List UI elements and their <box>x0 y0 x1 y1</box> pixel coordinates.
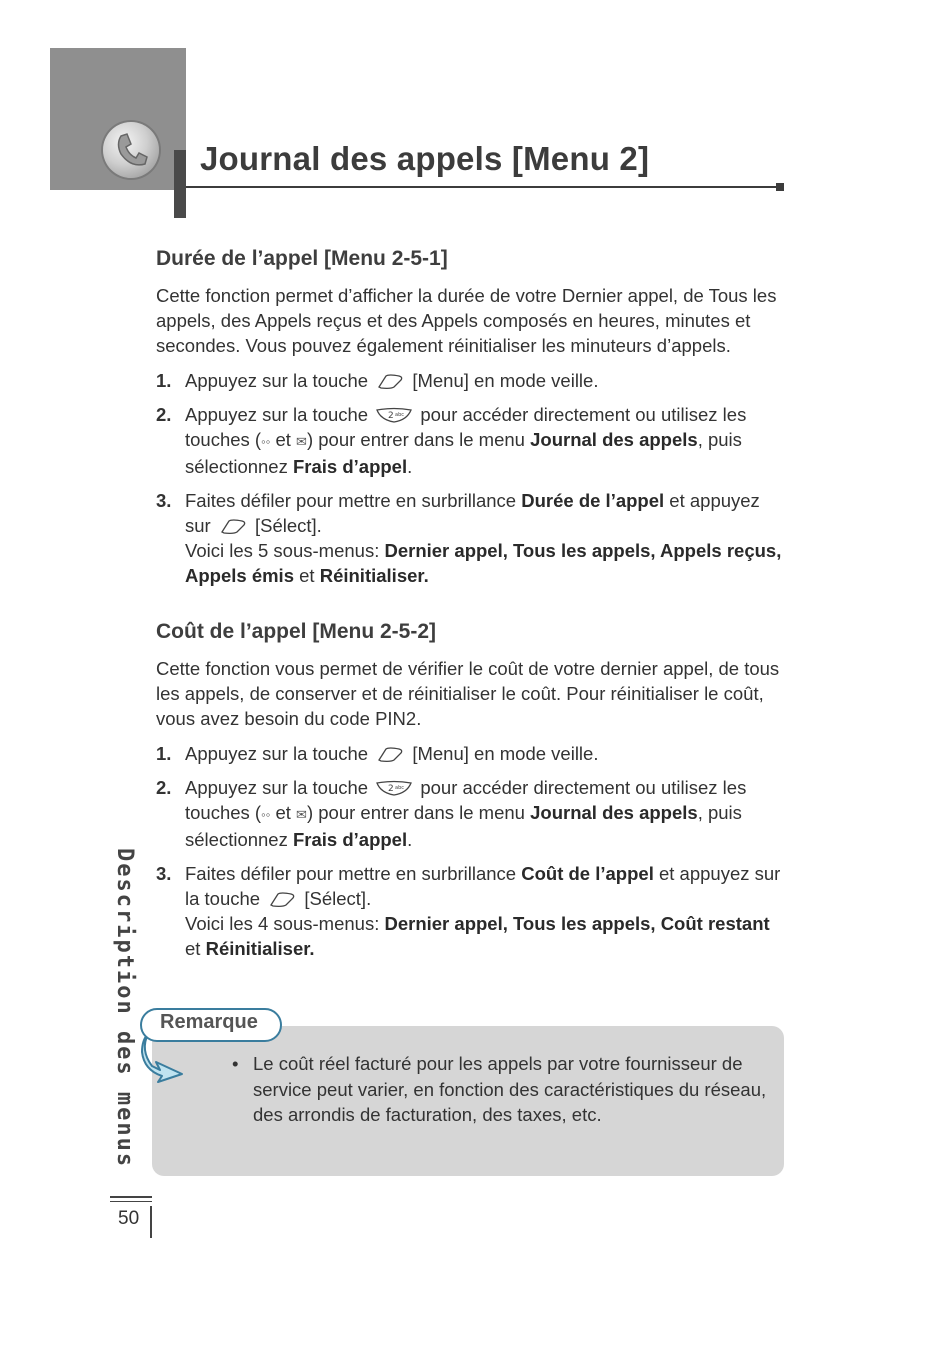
key-2-abc-icon <box>375 407 413 424</box>
step-item <box>156 741 786 766</box>
left-nav-key-icon: ◦◦ <box>261 807 271 822</box>
sidebar-section-label: Description des menus <box>112 848 137 1169</box>
step-number: 2. <box>156 777 172 798</box>
step-text: et <box>299 565 315 586</box>
step-number: 1. <box>156 743 172 764</box>
soft-key-icon <box>267 891 297 908</box>
step-text: et <box>185 938 201 959</box>
steps-list <box>156 368 786 588</box>
header-stem <box>174 150 186 218</box>
title-rule-end <box>776 183 784 191</box>
page-number-bar <box>150 1206 152 1238</box>
step-text: Appuyez sur la touche <box>185 404 369 425</box>
step-item <box>156 402 786 479</box>
soft-key-icon <box>375 373 405 390</box>
section-intro: Cette fonction vous permet de vérifier le coût de votre dernier appel, de tous les appels, de conserver et de réinitialiser le coût. Pour réinitialiser le coût, vous avez besoin du code PIN2. <box>156 658 780 729</box>
step-text: [Sélect]. <box>254 515 322 536</box>
step-text: [Sélect]. <box>304 888 372 909</box>
svg-text:2: 2 <box>388 784 394 794</box>
step-text: pour accéder directement ou utilisez les touches ( <box>185 777 747 823</box>
menu-name: Coût de l’appel <box>521 863 654 884</box>
step-text: ) pour entrer dans le menu <box>306 429 525 450</box>
step-text: [Menu] en mode veille. <box>412 743 599 764</box>
note-body: Le coût réel facturé pour les appels par votre fournisseur de service peut varier, en fonction des caractéristiques du réseau, des arrondis de facturation, des taxes, etc. <box>253 1053 767 1125</box>
step-item <box>156 775 786 852</box>
step-text: ) pour entrer dans le menu <box>306 802 525 823</box>
step-text: Faites défiler pour mettre en surbrillance <box>185 863 517 884</box>
step-text: , puis sélectionnez <box>185 429 742 477</box>
message-key-icon: ✉ <box>296 434 307 449</box>
page-number-rule <box>110 1196 152 1198</box>
menu-name: Durée de l’appel <box>521 490 665 511</box>
step-text: et appuyez sur <box>185 490 760 536</box>
step-text: [Menu] en mode veille. <box>412 370 599 391</box>
submenu-list: Dernier appel, Tous les appels, Coût restant <box>384 913 770 934</box>
message-key-icon: ✉ <box>296 807 307 822</box>
svg-text:abc: abc <box>395 785 405 791</box>
page-number-rule <box>110 1201 152 1202</box>
submenu-list: Réinitialiser. <box>319 565 429 586</box>
left-nav-key-icon: ◦◦ <box>261 434 271 449</box>
step-text: Faites défiler pour mettre en surbrillance <box>185 490 517 511</box>
soft-key-icon <box>218 518 248 535</box>
svg-text:abc: abc <box>395 412 405 418</box>
menu-name: Journal des appels <box>530 802 698 823</box>
section-call-duration <box>156 245 786 588</box>
page-number: 50 <box>118 1208 140 1229</box>
step-text: et <box>275 429 291 450</box>
step-item <box>156 861 786 961</box>
step-item <box>156 368 786 393</box>
menu-name: Journal des appels <box>530 429 698 450</box>
step-text: et appuyez sur la touche <box>185 863 781 909</box>
key-2-abc-icon <box>375 780 413 797</box>
step-text: Voici les 5 sous-menus: <box>185 540 380 561</box>
submenu-list: Dernier appel, Tous les appels, Appels reçus, Appels émis <box>185 540 782 586</box>
step-item <box>156 488 786 588</box>
menu-name: Frais d’appel <box>292 456 408 477</box>
note-bullet: • <box>232 1053 239 1074</box>
content <box>156 245 786 970</box>
step-text: et <box>275 802 291 823</box>
step-number: 2. <box>156 404 172 425</box>
section-call-cost <box>156 618 786 961</box>
menu-name: Frais d’appel <box>292 829 408 850</box>
step-text: pour accéder directement ou utilisez les touches ( <box>185 404 747 450</box>
step-text: . <box>407 829 413 850</box>
step-text: Appuyez sur la touche <box>185 370 369 391</box>
step-text: Voici les 4 sous-menus: <box>185 913 380 934</box>
step-number: 3. <box>156 863 172 884</box>
note-label: Remarque <box>160 1011 258 1033</box>
page-title: Journal des appels [Menu 2] <box>200 140 650 177</box>
title-rule <box>186 186 778 188</box>
steps-list <box>156 741 786 961</box>
phone-handset-icon <box>103 122 159 178</box>
step-number: 1. <box>156 370 172 391</box>
soft-key-icon <box>375 746 405 763</box>
section-intro: Cette fonction permet d’afficher la durée de votre Dernier appel, de Tous les appels, des Appels reçus et des Appels composés en heures, minutes et secondes. Vous pouvez également réinitialiser les minuteurs d’appels. <box>156 285 777 356</box>
step-text: , puis sélectionnez <box>185 802 742 850</box>
step-number: 3. <box>156 490 172 511</box>
note-text <box>232 1051 772 1128</box>
submenu-list: Réinitialiser. <box>205 938 315 959</box>
step-text: Appuyez sur la touche <box>185 743 369 764</box>
svg-text:2: 2 <box>388 411 394 421</box>
section-heading: Durée de l’appel [Menu 2-5-1] <box>156 247 448 270</box>
section-heading: Coût de l’appel [Menu 2-5-2] <box>156 620 437 643</box>
step-text: . <box>407 456 413 477</box>
step-text: Appuyez sur la touche <box>185 777 369 798</box>
